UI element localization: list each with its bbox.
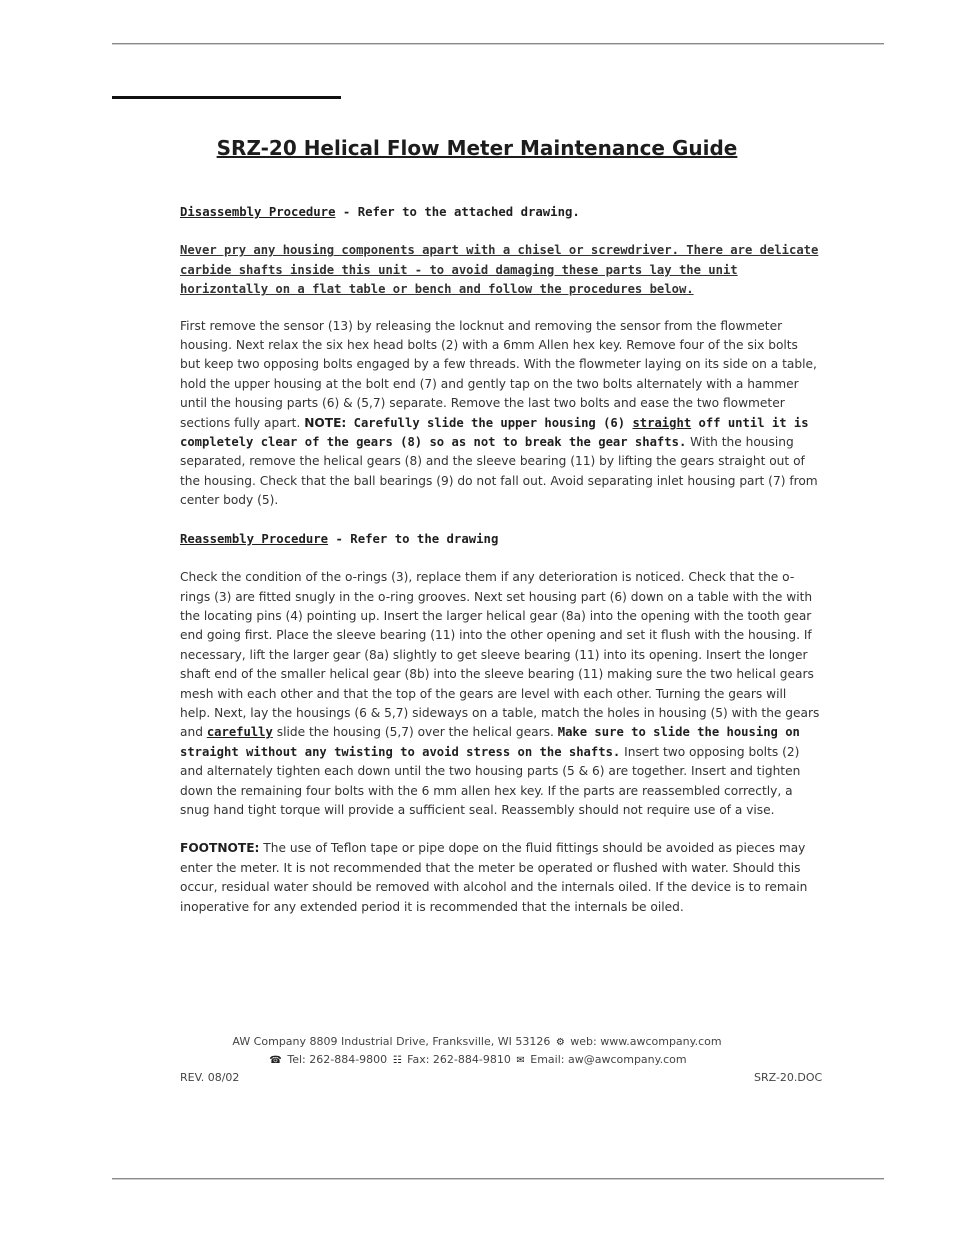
document-filename: SRZ-20.DOC xyxy=(754,1071,823,1084)
footer-contact-line: ☎ Tel: 262-884-9800 ☷ Fax: 262-884-9810 ✉ Email: aw@awcompany.com xyxy=(269,1053,687,1066)
revision-label: REV. 08/02 xyxy=(180,1071,240,1084)
disassembly-heading: Disassembly Procedure - Refer to the attached drawing. xyxy=(180,205,580,219)
footer-rule xyxy=(112,1178,884,1180)
fax-icon: ☷ xyxy=(392,1055,402,1066)
document-body xyxy=(180,203,820,917)
disassembly-warning: Never pry any housing components apart with a chisel or screwdriver. There are delicate carbide shafts inside this unit - to avoid damaging these parts lay the unit horizontally on a flat table or bench and follow the procedures below. xyxy=(180,243,819,297)
email-icon: ✉ xyxy=(516,1055,525,1066)
disassembly-paragraph: First remove the sensor (13) by releasing the locknut and removing the sensor from the flowmeter housing. Next relax the six hex head bolts (2) with a 6mm Allen hex key. Remove four of the six bolts but keep two opposing bolts engaged by a few threads. With the flowmeter laying on its side on a table, hold the upper housing at the bolt end (7) and gently tap on the two bolts alternately with a hammer until the housing parts (6) & (5,7) separate. Remove the last two bolts and ease the two flowmeter sections fully apart. NOTE: Carefully slide the upper housing (6) straight off until it is completely clear of the gears (8) so as not to break the gear shafts. With the housing separated, remove the helical gears (8) and the sleeve bearing (11) by lifting the gears straight out of the housing. Check that the ball bearings (9) do not fall out. Avoid separating inlet housing part (7) from center body (5). xyxy=(180,318,818,508)
footer-address-line: AW Company 8809 Industrial Drive, Franksville, WI 53126 ⚙ web: www.awcompany.com xyxy=(232,1035,722,1048)
globe-icon: ⚙ xyxy=(555,1037,565,1048)
header-short-rule xyxy=(112,96,341,99)
reassembly-paragraph: Check the condition of the o-rings (3), replace them if any deterioration is noticed. Check that the o-rings (3) are fitted snugly in the o-ring grooves. Next set housing part (6) down on a table with the with the locating pins (4) pointing up. Insert the larger helical gear (8a) into the opening with the tooth gear end going first. Place the sleeve bearing (11) into the other opening and set it flush with the housing. If necessary, lift the larger gear (8a) slightly to get sleeve bearing (11) into its opening. Insert the longer shaft end of the smaller helical gear (8b) into the sleeve bearing (11) making sure the two helical gears mesh with each other and that the top of the gears are level with each other. Turning the gears will help. Next, lay the housings (6 & 5,7) sideways on a table, match the holes in housing (5) with the gears and carefully slide the housing (5,7) over the helical gears. Make sure to slide the housing on straight without any twisting to avoid stress on the shafts. Insert two opposing bolts (2) and alternately tighten each down until the two housing parts (5 & 6) are together. Insert and tighten down the remaining four bolts with the 6 mm allen hex key. If the parts are reassembled correctly, a snug hand tight torque will provide a sufficient seal. Reassembly should not require use of a vise. xyxy=(180,570,820,817)
page-title: SRZ-20 Helical Flow Meter Maintenance Guide xyxy=(216,136,738,160)
reassembly-heading: Reassembly Procedure - Refer to the drawing xyxy=(180,531,499,546)
header-rule xyxy=(112,43,884,45)
phone-icon: ☎ xyxy=(269,1055,282,1066)
footnote-paragraph: FOOTNOTE: The use of Teflon tape or pipe dope on the fluid fittings should be avoided as pieces may enter the meter. It is not recommended that the meter be operated or flushed with water. Should this occur, residual water should be removed with alcohol and the internals oiled. If the device is to remain inoperative for any extended period it is recommended that the internals be oiled. xyxy=(180,841,808,914)
